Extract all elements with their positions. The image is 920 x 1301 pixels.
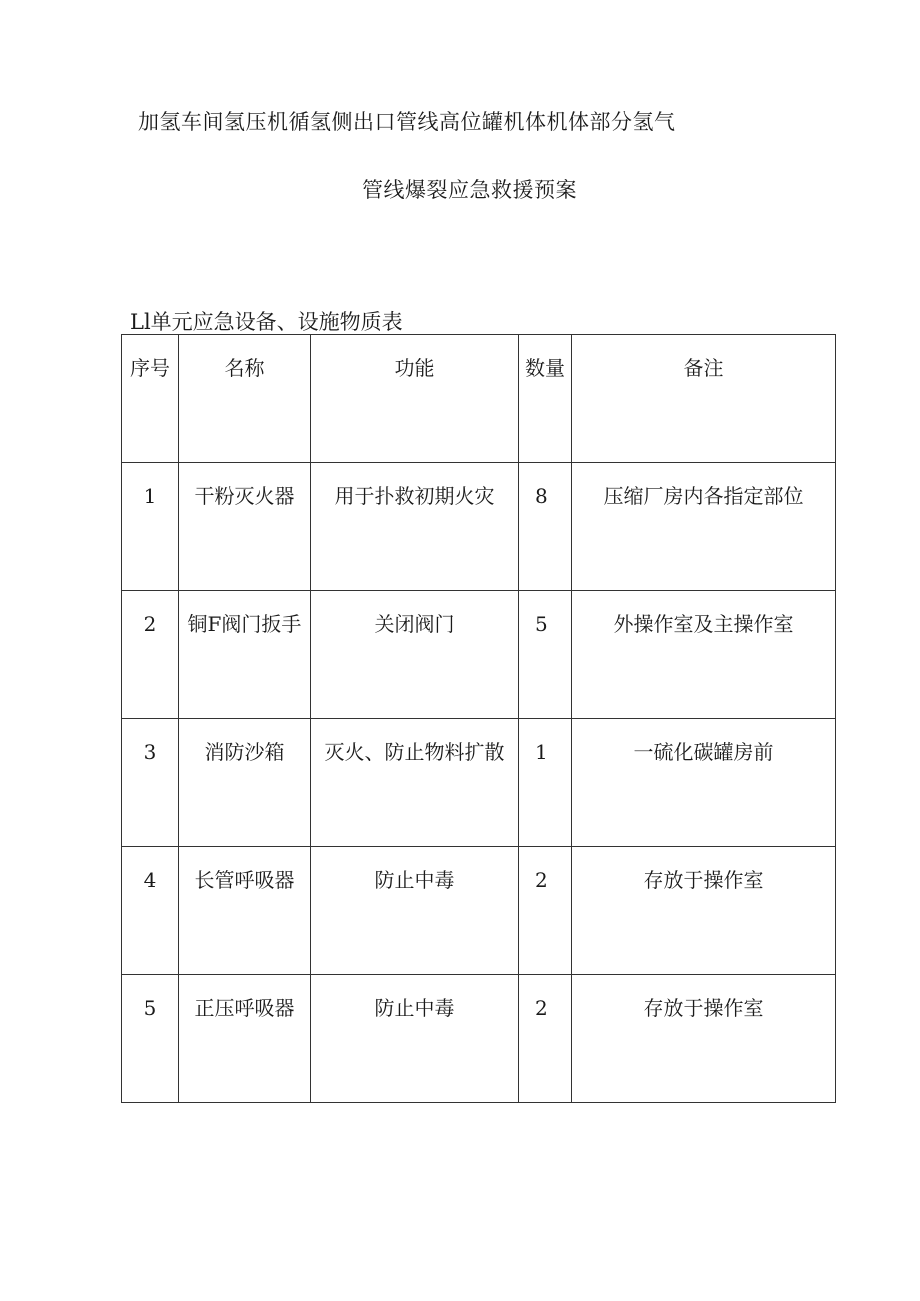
cell-function: 防止中毒 <box>311 847 519 975</box>
cell-quantity: 8 <box>519 463 572 591</box>
cell-function: 用于扑救初期火灾 <box>311 463 519 591</box>
table-row <box>122 847 836 975</box>
header-remark: 备注 <box>572 335 836 463</box>
header-function: 功能 <box>311 335 519 463</box>
cell-name: 消防沙箱 <box>179 719 311 847</box>
cell-quantity: 2 <box>519 975 572 1103</box>
header-seq: 序号 <box>122 335 179 463</box>
cell-name: 铜F阀门扳手 <box>179 591 311 719</box>
cell-seq: 5 <box>122 975 179 1103</box>
table-row <box>122 975 836 1103</box>
cell-remark: 外操作室及主操作室 <box>572 591 836 719</box>
cell-quantity: 5 <box>519 591 572 719</box>
cell-quantity: 2 <box>519 847 572 975</box>
document-title-line-1: 加氢车间氢压机循氢侧出口管线高位罐机体机体部分氢气 <box>138 110 676 134</box>
table-row <box>122 591 836 719</box>
table-caption: Ll单元应急设备、设施物质表 <box>130 310 403 334</box>
cell-seq: 2 <box>122 591 179 719</box>
cell-seq: 4 <box>122 847 179 975</box>
cell-name: 正压呼吸器 <box>179 975 311 1103</box>
table-row <box>122 463 836 591</box>
cell-name: 干粉灭火器 <box>179 463 311 591</box>
cell-seq: 1 <box>122 463 179 591</box>
document-title-line-2: 管线爆裂应急救援预案 <box>362 178 577 202</box>
cell-remark: 存放于操作室 <box>572 975 836 1103</box>
header-name: 名称 <box>179 335 311 463</box>
cell-function: 防止中毒 <box>311 975 519 1103</box>
cell-seq: 3 <box>122 719 179 847</box>
cell-remark: 压缩厂房内各指定部位 <box>572 463 836 591</box>
cell-function: 关闭阀门 <box>311 591 519 719</box>
cell-remark: 存放于操作室 <box>572 847 836 975</box>
cell-name: 长管呼吸器 <box>179 847 311 975</box>
cell-remark: 一硫化碳罐房前 <box>572 719 836 847</box>
cell-function: 灭火、防止物料扩散 <box>311 719 519 847</box>
table-header-row <box>122 335 836 463</box>
cell-quantity: 1 <box>519 719 572 847</box>
header-quantity: 数量 <box>519 335 572 463</box>
emergency-equipment-table <box>121 334 836 1103</box>
table-row <box>122 719 836 847</box>
